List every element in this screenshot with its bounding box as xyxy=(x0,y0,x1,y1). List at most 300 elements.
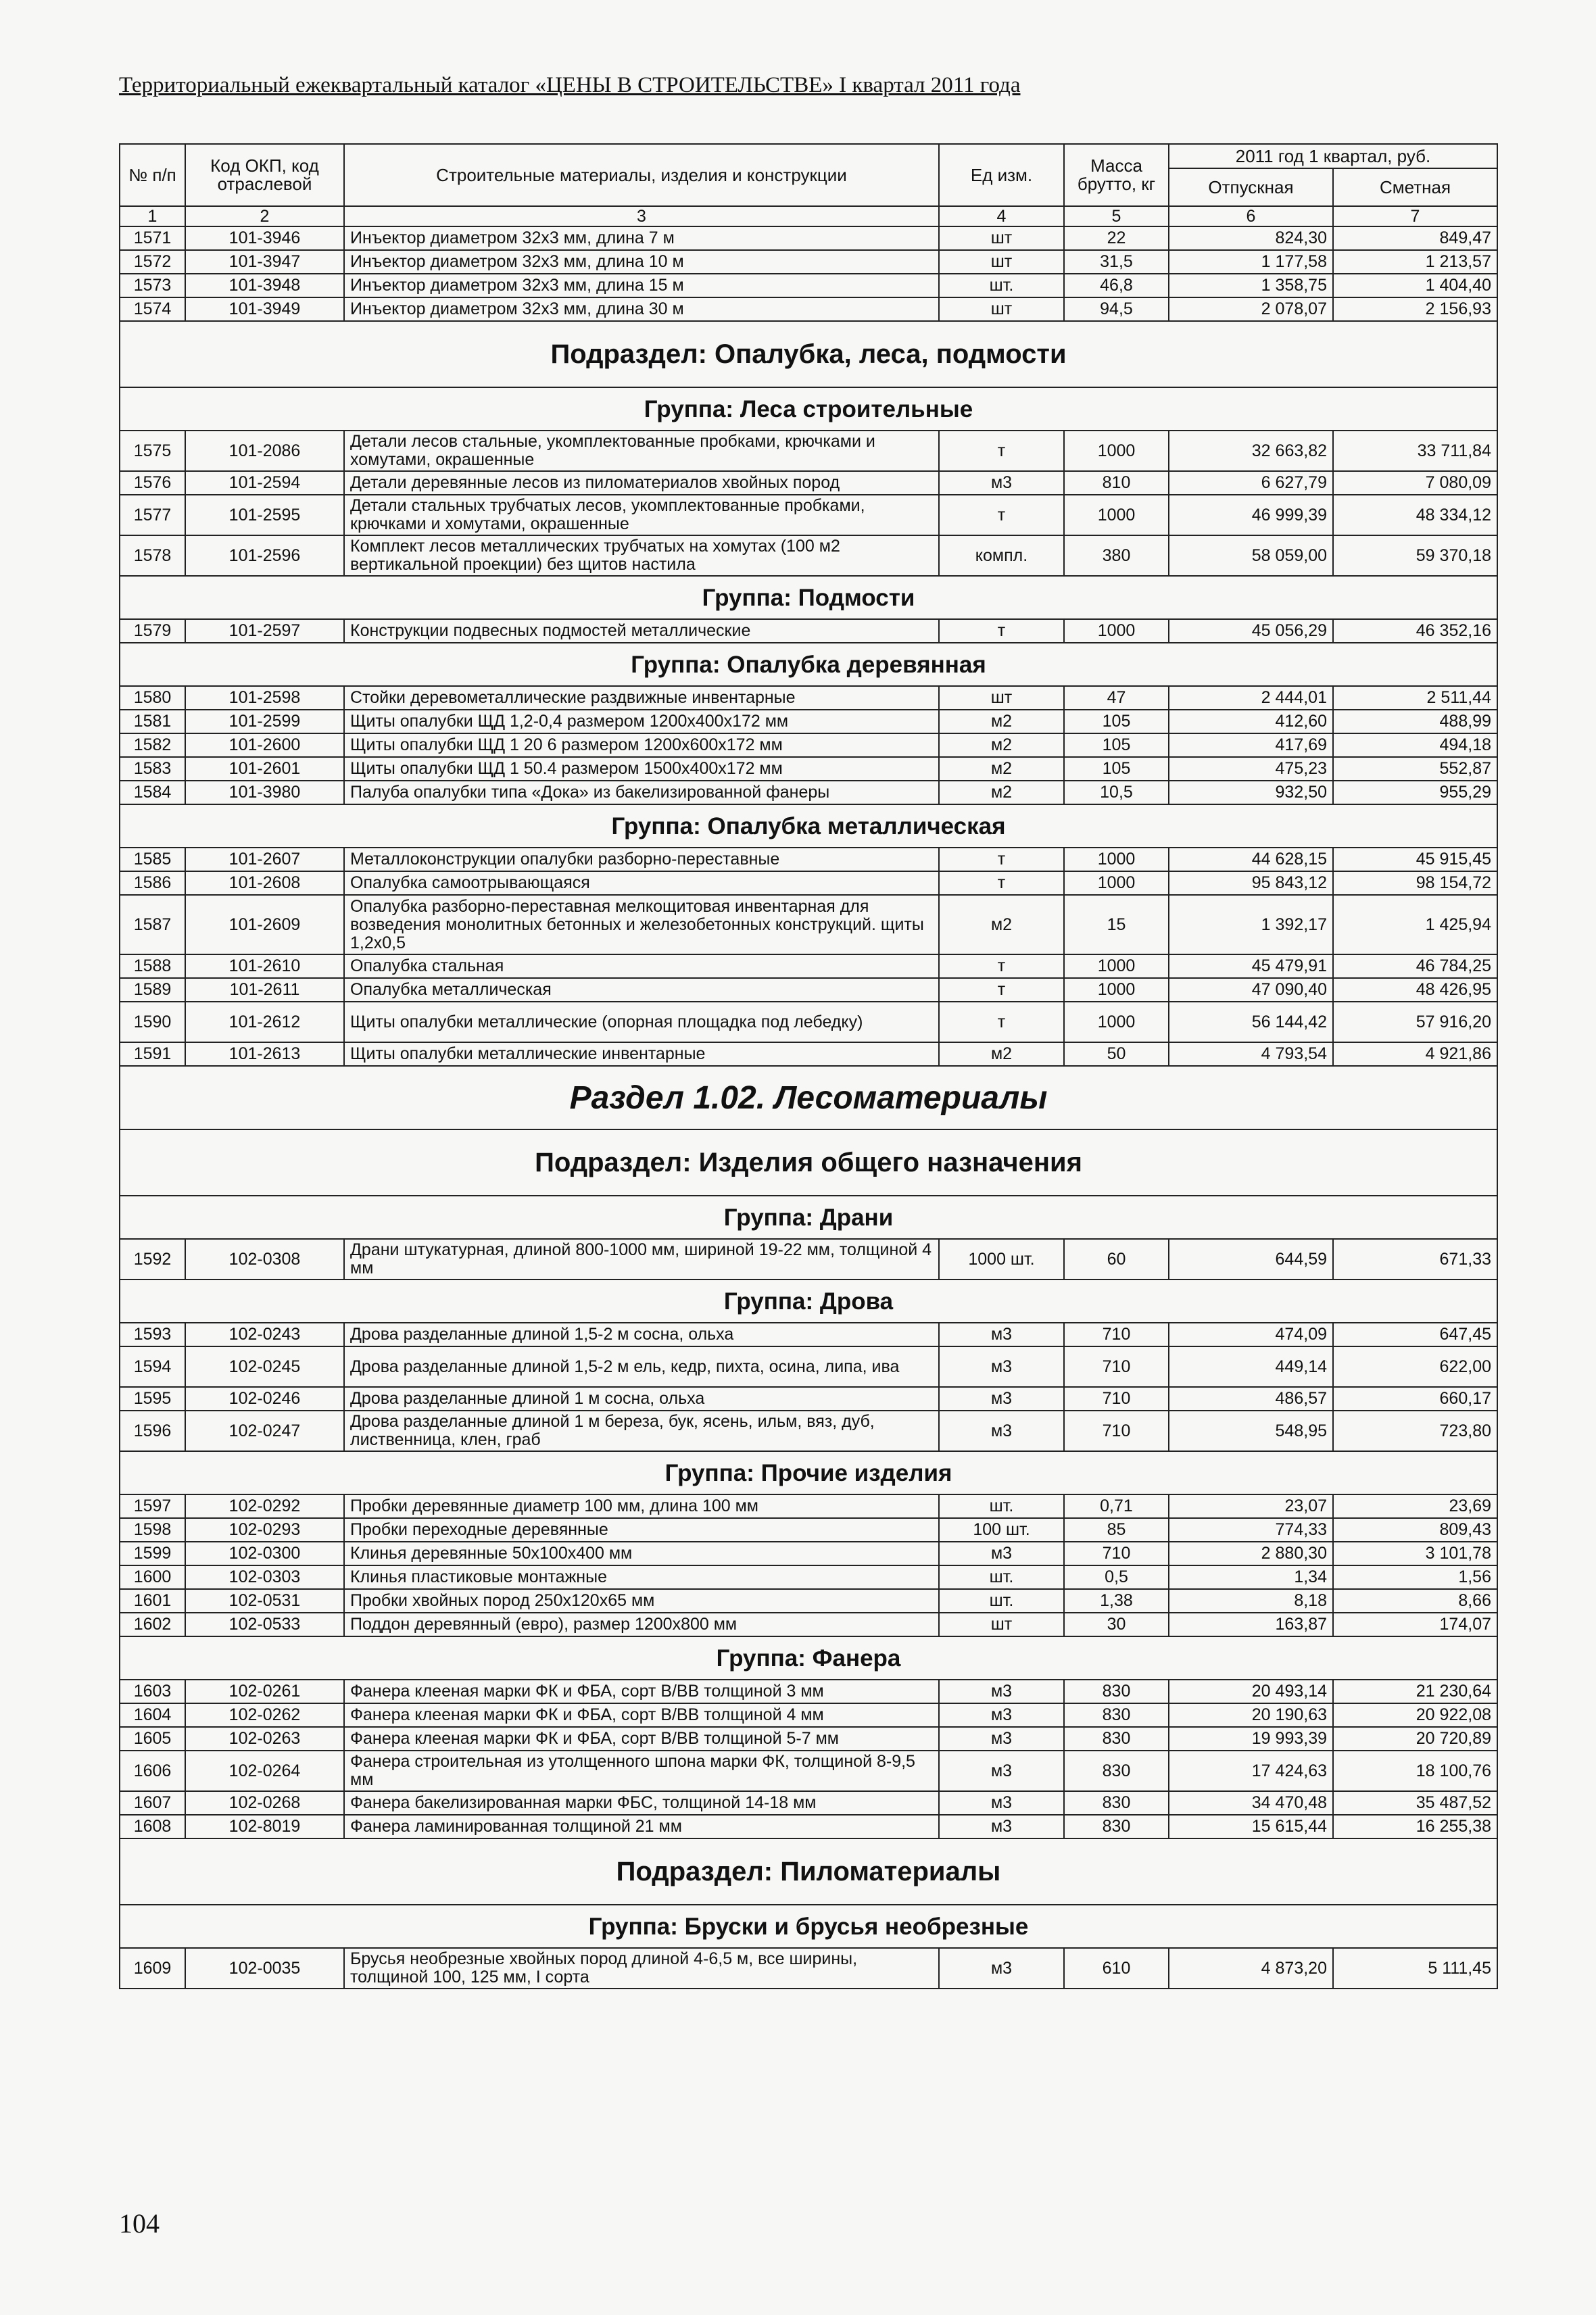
cell-price-estimate: 622,00 xyxy=(1333,1346,1497,1387)
cell-no: 1605 xyxy=(120,1727,185,1751)
cell-price-release: 56 144,42 xyxy=(1169,1002,1333,1042)
cell-name: Клинья пластиковые монтажные xyxy=(344,1565,939,1589)
cell-no: 1591 xyxy=(120,1042,185,1066)
cell-price-release: 1,34 xyxy=(1169,1565,1333,1589)
cell-unit: шт. xyxy=(939,1565,1064,1589)
cell-no: 1603 xyxy=(120,1680,185,1703)
group-heading: Группа: Подмости xyxy=(120,576,1497,619)
cell-no: 1609 xyxy=(120,1948,185,1989)
group-heading: Группа: Леса строительные xyxy=(120,387,1497,431)
subsection-heading: Подраздел: Опалубка, леса, подмости xyxy=(120,321,1497,387)
cell-name: Дрова разделанные длиной 1,5-2 м сосна, ольха xyxy=(344,1323,939,1346)
cell-mass: 810 xyxy=(1064,471,1169,495)
subsection-heading: Подраздел: Пиломатериалы xyxy=(120,1838,1497,1905)
cell-no: 1572 xyxy=(120,250,185,274)
cell-price-release: 46 999,39 xyxy=(1169,495,1333,535)
cell-mass: 380 xyxy=(1064,535,1169,576)
cell-price-estimate: 20 720,89 xyxy=(1333,1727,1497,1751)
cell-price-estimate: 4 921,86 xyxy=(1333,1042,1497,1066)
cell-name: Щиты опалубки металлические инвентарные xyxy=(344,1042,939,1066)
col-header-price-estimate: Сметная xyxy=(1333,168,1497,206)
group-heading: Группа: Фанера xyxy=(120,1636,1497,1680)
cell-price-release: 475,23 xyxy=(1169,757,1333,781)
cell-price-release: 4 873,20 xyxy=(1169,1948,1333,1989)
cell-price-estimate: 174,07 xyxy=(1333,1613,1497,1636)
cell-price-estimate: 1 425,94 xyxy=(1333,895,1497,954)
cell-price-release: 1 177,58 xyxy=(1169,250,1333,274)
cell-price-release: 486,57 xyxy=(1169,1387,1333,1411)
cell-mass: 85 xyxy=(1064,1518,1169,1542)
cell-name: Дрова разделанные длиной 1 м сосна, ольха xyxy=(344,1387,939,1411)
cell-unit: 100 шт. xyxy=(939,1518,1064,1542)
table-row xyxy=(120,274,1497,297)
cell-no: 1576 xyxy=(120,471,185,495)
cell-price-estimate: 2 156,93 xyxy=(1333,297,1497,321)
cell-unit: м3 xyxy=(939,1751,1064,1791)
cell-code: 101-2594 xyxy=(185,471,344,495)
cell-mass: 30 xyxy=(1064,1613,1169,1636)
cell-price-estimate: 23,69 xyxy=(1333,1494,1497,1518)
cell-code: 102-0533 xyxy=(185,1613,344,1636)
cell-no: 1582 xyxy=(120,733,185,757)
cell-no: 1599 xyxy=(120,1542,185,1565)
cell-name: Стойки деревометаллические раздвижные инвентарные xyxy=(344,686,939,710)
page-number: 104 xyxy=(119,2208,160,2239)
cell-unit: м2 xyxy=(939,1042,1064,1066)
cell-price-estimate: 18 100,76 xyxy=(1333,1751,1497,1791)
cell-price-release: 932,50 xyxy=(1169,781,1333,804)
cell-unit: м2 xyxy=(939,895,1064,954)
table-row xyxy=(120,1346,1497,1387)
table-row xyxy=(120,978,1497,1002)
cell-code: 101-2595 xyxy=(185,495,344,535)
cell-code: 101-2607 xyxy=(185,848,344,871)
table-row xyxy=(120,1323,1497,1346)
subsection-heading: Подраздел: Изделия общего назначения xyxy=(120,1129,1497,1196)
cell-mass: 31,5 xyxy=(1064,250,1169,274)
cell-unit: м3 xyxy=(939,1387,1064,1411)
cell-unit: м2 xyxy=(939,757,1064,781)
cell-price-release: 32 663,82 xyxy=(1169,431,1333,471)
cell-no: 1597 xyxy=(120,1494,185,1518)
group-heading: Группа: Прочие изделия xyxy=(120,1451,1497,1494)
cell-mass: 60 xyxy=(1064,1239,1169,1280)
cell-price-release: 417,69 xyxy=(1169,733,1333,757)
table-row xyxy=(120,871,1497,895)
col-header-code: Код ОКП, код отраслевой xyxy=(185,144,344,206)
cell-name: Опалубка стальная xyxy=(344,954,939,978)
cell-no: 1608 xyxy=(120,1815,185,1838)
cell-mass: 710 xyxy=(1064,1542,1169,1565)
cell-code: 102-0264 xyxy=(185,1751,344,1791)
cell-code: 102-0035 xyxy=(185,1948,344,1989)
table-row xyxy=(120,1542,1497,1565)
cell-no: 1579 xyxy=(120,619,185,643)
table-row xyxy=(120,1387,1497,1411)
cell-mass: 710 xyxy=(1064,1387,1169,1411)
cell-price-release: 163,87 xyxy=(1169,1613,1333,1636)
cell-no: 1584 xyxy=(120,781,185,804)
cell-price-release: 774,33 xyxy=(1169,1518,1333,1542)
cell-no: 1578 xyxy=(120,535,185,576)
cell-mass: 105 xyxy=(1064,733,1169,757)
cell-price-estimate: 3 101,78 xyxy=(1333,1542,1497,1565)
cell-mass: 47 xyxy=(1064,686,1169,710)
cell-mass: 0,71 xyxy=(1064,1494,1169,1518)
cell-price-estimate: 20 922,08 xyxy=(1333,1703,1497,1727)
cell-unit: м2 xyxy=(939,733,1064,757)
subsection-heading-row xyxy=(120,1129,1497,1196)
col-number: 7 xyxy=(1333,206,1497,226)
group-heading-row xyxy=(120,1451,1497,1494)
cell-code: 101-2610 xyxy=(185,954,344,978)
cell-name: Щиты опалубки ЩД 1 20 6 размером 1200х600х172 мм xyxy=(344,733,939,757)
cell-no: 1592 xyxy=(120,1239,185,1280)
cell-code: 101-2598 xyxy=(185,686,344,710)
cell-code: 101-2596 xyxy=(185,535,344,576)
cell-unit: м3 xyxy=(939,471,1064,495)
cell-code: 102-0263 xyxy=(185,1727,344,1751)
cell-price-estimate: 45 915,45 xyxy=(1333,848,1497,871)
cell-name: Дрова разделанные длиной 1,5-2 м ель, кедр, пихта, осина, липа, ива xyxy=(344,1346,939,1387)
cell-unit: т xyxy=(939,871,1064,895)
cell-price-estimate: 7 080,09 xyxy=(1333,471,1497,495)
cell-price-release: 474,09 xyxy=(1169,1323,1333,1346)
cell-mass: 710 xyxy=(1064,1411,1169,1451)
table-row xyxy=(120,495,1497,535)
cell-mass: 830 xyxy=(1064,1680,1169,1703)
cell-price-estimate: 1,56 xyxy=(1333,1565,1497,1589)
cell-unit: т xyxy=(939,954,1064,978)
group-heading-row xyxy=(120,1280,1497,1323)
cell-price-estimate: 8,66 xyxy=(1333,1589,1497,1613)
cell-price-estimate: 552,87 xyxy=(1333,757,1497,781)
cell-unit: 1000 шт. xyxy=(939,1239,1064,1280)
col-header-price-group: 2011 год 1 квартал, руб. xyxy=(1169,144,1497,168)
table-row xyxy=(120,686,1497,710)
cell-price-release: 23,07 xyxy=(1169,1494,1333,1518)
cell-name: Комплект лесов металлических трубчатых на хомутах (100 м2 вертикальной проекции) без щитов настила xyxy=(344,535,939,576)
cell-mass: 1000 xyxy=(1064,495,1169,535)
cell-unit: т xyxy=(939,495,1064,535)
cell-mass: 1000 xyxy=(1064,871,1169,895)
table-row xyxy=(120,1494,1497,1518)
group-heading: Группа: Дрова xyxy=(120,1280,1497,1323)
cell-price-release: 644,59 xyxy=(1169,1239,1333,1280)
cell-price-estimate: 660,17 xyxy=(1333,1387,1497,1411)
table-row xyxy=(120,1565,1497,1589)
cell-unit: компл. xyxy=(939,535,1064,576)
cell-unit: м3 xyxy=(939,1323,1064,1346)
cell-mass: 46,8 xyxy=(1064,274,1169,297)
cell-price-estimate: 46 784,25 xyxy=(1333,954,1497,978)
cell-unit: м2 xyxy=(939,781,1064,804)
cell-no: 1598 xyxy=(120,1518,185,1542)
cell-price-release: 1 392,17 xyxy=(1169,895,1333,954)
cell-unit: м2 xyxy=(939,710,1064,733)
cell-no: 1593 xyxy=(120,1323,185,1346)
table-row xyxy=(120,226,1497,250)
table-row xyxy=(120,1518,1497,1542)
section-heading-row xyxy=(120,1066,1497,1129)
cell-name: Инъектор диаметром 32х3 мм, длина 30 м xyxy=(344,297,939,321)
table-row xyxy=(120,757,1497,781)
cell-price-release: 20 493,14 xyxy=(1169,1680,1333,1703)
cell-name: Щиты опалубки ЩД 1,2-0,4 размером 1200х400х172 мм xyxy=(344,710,939,733)
cell-no: 1587 xyxy=(120,895,185,954)
cell-no: 1601 xyxy=(120,1589,185,1613)
cell-mass: 105 xyxy=(1064,757,1169,781)
cell-price-estimate: 33 711,84 xyxy=(1333,431,1497,471)
table-row xyxy=(120,1613,1497,1636)
cell-name: Дрова разделанные длиной 1 м береза, бук, ясень, ильм, вяз, дуб, лиственница, клен, граб xyxy=(344,1411,939,1451)
cell-name: Детали лесов стальные, укомплектованные пробками, крючками и хомутами, окрашенные xyxy=(344,431,939,471)
cell-price-estimate: 98 154,72 xyxy=(1333,871,1497,895)
table-row xyxy=(120,954,1497,978)
cell-price-release: 8,18 xyxy=(1169,1589,1333,1613)
cell-price-release: 1 358,75 xyxy=(1169,274,1333,297)
cell-mass: 0,5 xyxy=(1064,1565,1169,1589)
cell-mass: 1000 xyxy=(1064,1002,1169,1042)
cell-price-release: 95 843,12 xyxy=(1169,871,1333,895)
cell-name: Фанера бакелизированная марки ФБС, толщиной 14-18 мм xyxy=(344,1791,939,1815)
table-row xyxy=(120,895,1497,954)
cell-price-estimate: 2 511,44 xyxy=(1333,686,1497,710)
cell-no: 1589 xyxy=(120,978,185,1002)
table-row xyxy=(120,1703,1497,1727)
cell-name: Опалубка разборно-переставная мелкощитовая инвентарная для возведения монолитных бетонных и железобетонных конструкций. щиты 1,2х0,5 xyxy=(344,895,939,954)
cell-name: Инъектор диаметром 32х3 мм, длина 7 м xyxy=(344,226,939,250)
cell-mass: 710 xyxy=(1064,1323,1169,1346)
cell-mass: 15 xyxy=(1064,895,1169,954)
cell-unit: м3 xyxy=(939,1411,1064,1451)
cell-price-estimate: 809,43 xyxy=(1333,1518,1497,1542)
cell-name: Клинья деревянные 50х100х400 мм xyxy=(344,1542,939,1565)
cell-price-release: 2 444,01 xyxy=(1169,686,1333,710)
cell-name: Инъектор диаметром 32х3 мм, длина 15 м xyxy=(344,274,939,297)
table-row xyxy=(120,431,1497,471)
cell-unit: м3 xyxy=(939,1346,1064,1387)
cell-no: 1594 xyxy=(120,1346,185,1387)
cell-no: 1595 xyxy=(120,1387,185,1411)
cell-mass: 830 xyxy=(1064,1751,1169,1791)
cell-no: 1581 xyxy=(120,710,185,733)
cell-code: 101-3948 xyxy=(185,274,344,297)
cell-name: Детали деревянные лесов из пиломатериалов хвойных пород xyxy=(344,471,939,495)
cell-price-release: 20 190,63 xyxy=(1169,1703,1333,1727)
cell-unit: т xyxy=(939,848,1064,871)
table-row xyxy=(120,733,1497,757)
table-row xyxy=(120,1948,1497,1989)
cell-code: 101-2613 xyxy=(185,1042,344,1066)
table-row xyxy=(120,535,1497,576)
cell-unit: м3 xyxy=(939,1703,1064,1727)
cell-price-release: 2 880,30 xyxy=(1169,1542,1333,1565)
cell-name: Палуба опалубки типа «Дока» из бакелизированной фанеры xyxy=(344,781,939,804)
cell-mass: 1000 xyxy=(1064,848,1169,871)
cell-name: Опалубка самоотрывающаяся xyxy=(344,871,939,895)
cell-price-release: 2 078,07 xyxy=(1169,297,1333,321)
table-row xyxy=(120,1589,1497,1613)
col-number: 6 xyxy=(1169,206,1333,226)
cell-unit: шт. xyxy=(939,274,1064,297)
cell-name: Пробки хвойных пород 250х120х65 мм xyxy=(344,1589,939,1613)
cell-code: 102-0245 xyxy=(185,1346,344,1387)
cell-mass: 830 xyxy=(1064,1791,1169,1815)
cell-price-release: 45 056,29 xyxy=(1169,619,1333,643)
cell-price-estimate: 35 487,52 xyxy=(1333,1791,1497,1815)
cell-code: 101-2609 xyxy=(185,895,344,954)
cell-price-release: 824,30 xyxy=(1169,226,1333,250)
table-row xyxy=(120,1042,1497,1066)
cell-name: Драни штукатурная, длиной 800-1000 мм, шириной 19-22 мм, толщиной 4 мм xyxy=(344,1239,939,1280)
cell-price-release: 19 993,39 xyxy=(1169,1727,1333,1751)
group-heading-row xyxy=(120,387,1497,431)
cell-unit: м3 xyxy=(939,1542,1064,1565)
cell-no: 1583 xyxy=(120,757,185,781)
cell-no: 1590 xyxy=(120,1002,185,1042)
group-heading-row xyxy=(120,643,1497,686)
cell-code: 101-2597 xyxy=(185,619,344,643)
col-number: 5 xyxy=(1064,206,1169,226)
cell-code: 101-2599 xyxy=(185,710,344,733)
cell-code: 101-2600 xyxy=(185,733,344,757)
cell-no: 1602 xyxy=(120,1613,185,1636)
cell-no: 1573 xyxy=(120,274,185,297)
cell-mass: 830 xyxy=(1064,1727,1169,1751)
group-heading: Группа: Опалубка металлическая xyxy=(120,804,1497,848)
cell-unit: шт xyxy=(939,297,1064,321)
cell-code: 102-0268 xyxy=(185,1791,344,1815)
cell-name: Металлоконструкции опалубки разборно-переставные xyxy=(344,848,939,871)
cell-name: Детали стальных трубчатых лесов, укомплектованные пробками, крючками и хомутами, окрашенные xyxy=(344,495,939,535)
cell-price-estimate: 46 352,16 xyxy=(1333,619,1497,643)
cell-name: Поддон деревянный (евро), размер 1200х800 мм xyxy=(344,1613,939,1636)
cell-unit: м3 xyxy=(939,1727,1064,1751)
cell-unit: т xyxy=(939,978,1064,1002)
table-row xyxy=(120,1815,1497,1838)
table-row xyxy=(120,1002,1497,1042)
cell-unit: шт. xyxy=(939,1494,1064,1518)
cell-code: 102-0262 xyxy=(185,1703,344,1727)
cell-code: 102-0293 xyxy=(185,1518,344,1542)
table-row xyxy=(120,781,1497,804)
cell-mass: 1000 xyxy=(1064,954,1169,978)
col-header-name: Строительные материалы, изделия и конструкции xyxy=(344,144,939,206)
cell-mass: 10,5 xyxy=(1064,781,1169,804)
cell-code: 102-0243 xyxy=(185,1323,344,1346)
cell-price-release: 548,95 xyxy=(1169,1411,1333,1451)
cell-name: Брусья необрезные хвойных пород длиной 4-6,5 м, все ширины, толщиной 100, 125 мм, I сорта xyxy=(344,1948,939,1989)
cell-mass: 50 xyxy=(1064,1042,1169,1066)
cell-no: 1607 xyxy=(120,1791,185,1815)
cell-no: 1574 xyxy=(120,297,185,321)
group-heading-row xyxy=(120,804,1497,848)
cell-name: Фанера клееная марки ФК и ФБА, сорт В/ВВ толщиной 5-7 мм xyxy=(344,1727,939,1751)
table-row xyxy=(120,1239,1497,1280)
cell-price-release: 4 793,54 xyxy=(1169,1042,1333,1066)
section-heading: Раздел 1.02. Лесоматериалы xyxy=(120,1066,1497,1129)
cell-unit: шт xyxy=(939,1613,1064,1636)
cell-unit: м3 xyxy=(939,1680,1064,1703)
table-row xyxy=(120,710,1497,733)
cell-price-release: 58 059,00 xyxy=(1169,535,1333,576)
cell-name: Фанера клееная марки ФК и ФБА, сорт В/ВВ толщиной 3 мм xyxy=(344,1680,939,1703)
cell-code: 101-2612 xyxy=(185,1002,344,1042)
cell-no: 1606 xyxy=(120,1751,185,1791)
col-header-mass: Масса брутто, кг xyxy=(1064,144,1169,206)
group-heading: Группа: Драни xyxy=(120,1196,1497,1239)
cell-no: 1571 xyxy=(120,226,185,250)
group-heading: Группа: Бруски и брусья необрезные xyxy=(120,1905,1497,1948)
table-row xyxy=(120,297,1497,321)
table-row xyxy=(120,250,1497,274)
cell-no: 1596 xyxy=(120,1411,185,1451)
cell-unit: м3 xyxy=(939,1948,1064,1989)
col-header-unit: Ед изм. xyxy=(939,144,1064,206)
cell-unit: шт. xyxy=(939,1589,1064,1613)
cell-price-estimate: 647,45 xyxy=(1333,1323,1497,1346)
cell-price-estimate: 57 916,20 xyxy=(1333,1002,1497,1042)
cell-code: 102-8019 xyxy=(185,1815,344,1838)
cell-code: 101-3946 xyxy=(185,226,344,250)
cell-name: Конструкции подвесных подмостей металлические xyxy=(344,619,939,643)
cell-code: 101-2601 xyxy=(185,757,344,781)
cell-code: 101-2611 xyxy=(185,978,344,1002)
cell-no: 1604 xyxy=(120,1703,185,1727)
cell-price-estimate: 48 426,95 xyxy=(1333,978,1497,1002)
cell-price-release: 6 627,79 xyxy=(1169,471,1333,495)
subsection-heading-row xyxy=(120,321,1497,387)
cell-mass: 1000 xyxy=(1064,431,1169,471)
cell-price-estimate: 488,99 xyxy=(1333,710,1497,733)
cell-price-release: 47 090,40 xyxy=(1169,978,1333,1002)
cell-unit: т xyxy=(939,619,1064,643)
cell-price-release: 17 424,63 xyxy=(1169,1751,1333,1791)
cell-unit: м3 xyxy=(939,1791,1064,1815)
cell-name: Пробки деревянные диаметр 100 мм, длина 100 мм xyxy=(344,1494,939,1518)
cell-price-estimate: 59 370,18 xyxy=(1333,535,1497,576)
cell-name: Щиты опалубки ЩД 1 50.4 размером 1500х400х172 мм xyxy=(344,757,939,781)
cell-name: Инъектор диаметром 32х3 мм, длина 10 м xyxy=(344,250,939,274)
cell-price-release: 449,14 xyxy=(1169,1346,1333,1387)
cell-unit: т xyxy=(939,1002,1064,1042)
group-heading-row xyxy=(120,1636,1497,1680)
cell-code: 102-0246 xyxy=(185,1387,344,1411)
group-heading-row xyxy=(120,1196,1497,1239)
cell-mass: 830 xyxy=(1064,1815,1169,1838)
cell-price-estimate: 1 404,40 xyxy=(1333,274,1497,297)
cell-price-estimate: 1 213,57 xyxy=(1333,250,1497,274)
cell-no: 1580 xyxy=(120,686,185,710)
cell-no: 1577 xyxy=(120,495,185,535)
cell-code: 102-0303 xyxy=(185,1565,344,1589)
cell-mass: 1000 xyxy=(1064,978,1169,1002)
col-number: 2 xyxy=(185,206,344,226)
cell-unit: м3 xyxy=(939,1815,1064,1838)
cell-price-estimate: 494,18 xyxy=(1333,733,1497,757)
cell-price-estimate: 21 230,64 xyxy=(1333,1680,1497,1703)
cell-no: 1600 xyxy=(120,1565,185,1589)
cell-code: 101-2086 xyxy=(185,431,344,471)
cell-name: Щиты опалубки металлические (опорная площадка под лебедку) xyxy=(344,1002,939,1042)
cell-mass: 1,38 xyxy=(1064,1589,1169,1613)
cell-name: Фанера клееная марки ФК и ФБА, сорт В/ВВ толщиной 4 мм xyxy=(344,1703,939,1727)
cell-code: 102-0247 xyxy=(185,1411,344,1451)
cell-code: 102-0531 xyxy=(185,1589,344,1613)
catalog-title: Территориальный ежеквартальный каталог «ЦЕНЫ В СТРОИТЕЛЬСТВЕ» I квартал 2011 года xyxy=(119,73,1021,97)
cell-mass: 830 xyxy=(1064,1703,1169,1727)
